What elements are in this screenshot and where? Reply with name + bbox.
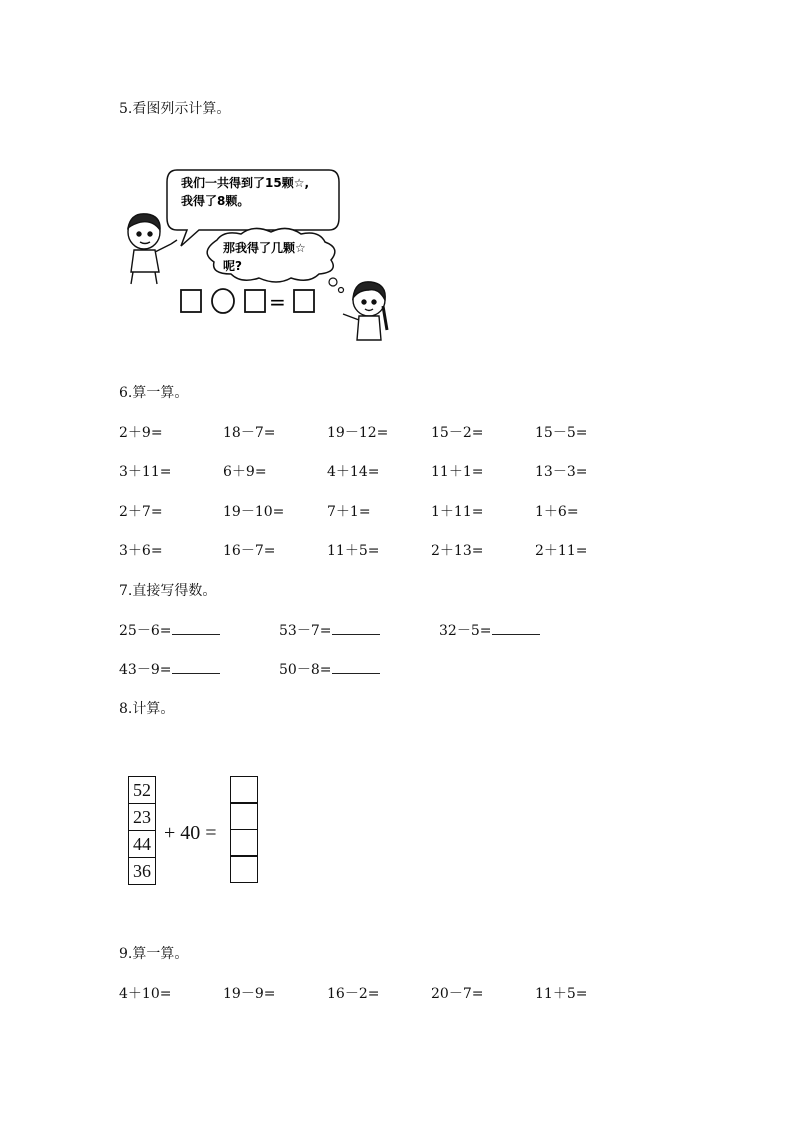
- number-column-table: [128, 776, 156, 885]
- question-9-title: 9.算一算。: [119, 946, 189, 962]
- q7-expression: 50－8=: [279, 662, 332, 678]
- q7-expression: 53－7=: [279, 623, 332, 639]
- q9-item: 4＋10=: [119, 986, 172, 1002]
- q9-item: 20－7=: [431, 986, 484, 1002]
- q6-item: 2＋13=: [431, 543, 484, 559]
- answer-column: [230, 777, 258, 883]
- q9-item: 19－9=: [223, 986, 276, 1002]
- q6-row-1: [119, 422, 719, 442]
- blank-square-3: [294, 290, 314, 312]
- q6-item: 3＋11=: [119, 464, 172, 480]
- operation-text: + 40 =: [164, 822, 217, 844]
- q6-item: 2＋11=: [535, 543, 588, 559]
- bubble1-line1: 我们一共得到了15颗☆,: [181, 176, 310, 190]
- q6-item: 2＋9=: [119, 425, 163, 441]
- number-cell: 44: [129, 831, 156, 858]
- q6-item: 18－7=: [223, 425, 276, 441]
- q6-row-4: [119, 540, 719, 560]
- q9-row: [119, 983, 719, 1003]
- bubble1-line2: 我得了8颗。: [181, 194, 250, 208]
- q7-item: [439, 620, 540, 640]
- q7-row-1: [119, 620, 719, 640]
- kids-dialogue-picture: [119, 160, 399, 345]
- q6-row-3: [119, 501, 719, 521]
- operator-circle: [212, 289, 234, 313]
- q6-item: 19－10=: [223, 504, 285, 520]
- number-cell: 23: [129, 804, 156, 831]
- answer-box[interactable]: [230, 855, 258, 883]
- q7-item: [279, 620, 380, 640]
- answer-box[interactable]: [230, 776, 258, 804]
- q7-item: [119, 620, 220, 640]
- question-7-title: 7.直接写得数。: [119, 583, 217, 599]
- answer-blank[interactable]: [332, 659, 380, 674]
- girl-figure: [343, 282, 387, 340]
- q7-expression: 25－6=: [119, 623, 172, 639]
- question-5-title: 5.看图列示计算。: [119, 101, 231, 117]
- q6-item: 13－3=: [535, 464, 588, 480]
- q6-row-2: [119, 461, 719, 481]
- bubble2-line2: 呢?: [223, 259, 242, 273]
- q7-item: [279, 659, 380, 679]
- q9-item: 11＋5=: [535, 986, 588, 1002]
- number-cell: 36: [129, 858, 156, 885]
- blank-square-1: [181, 290, 201, 312]
- q7-item: [119, 659, 220, 679]
- equation-template: [181, 289, 314, 313]
- question-8-title: 8.计算。: [119, 701, 175, 717]
- equals-sign: =: [269, 290, 286, 314]
- q6-item: 16－7=: [223, 543, 276, 559]
- q7-expression: 32－5=: [439, 623, 492, 639]
- q6-item: 1＋6=: [535, 504, 579, 520]
- q6-item: 11＋1=: [431, 464, 484, 480]
- question-6-title: 6.算一算。: [119, 385, 189, 401]
- q6-item: 19－12=: [327, 425, 389, 441]
- q6-item: 2＋7=: [119, 504, 163, 520]
- blank-square-2: [245, 290, 265, 312]
- q6-item: 3＋6=: [119, 543, 163, 559]
- q6-item: 4＋14=: [327, 464, 380, 480]
- answer-blank[interactable]: [172, 659, 220, 674]
- q6-item: 7＋1=: [327, 504, 371, 520]
- q6-item: 11＋5=: [327, 543, 380, 559]
- answer-box[interactable]: [230, 802, 258, 830]
- q9-item: 16－2=: [327, 986, 380, 1002]
- q6-item: 1＋11=: [431, 504, 484, 520]
- q7-expression: 43－9=: [119, 662, 172, 678]
- q7-row-2: [119, 659, 719, 679]
- number-cell: 52: [129, 777, 156, 804]
- question-5-illustration: [119, 160, 399, 345]
- answer-box[interactable]: [230, 829, 258, 857]
- answer-blank[interactable]: [492, 620, 540, 635]
- q6-item: 15－2=: [431, 425, 484, 441]
- q6-item: 6＋9=: [223, 464, 267, 480]
- answer-blank[interactable]: [332, 620, 380, 635]
- bubble2-line1: 那我得了几颗☆: [223, 241, 306, 255]
- answer-blank[interactable]: [172, 620, 220, 635]
- q6-item: 15－5=: [535, 425, 588, 441]
